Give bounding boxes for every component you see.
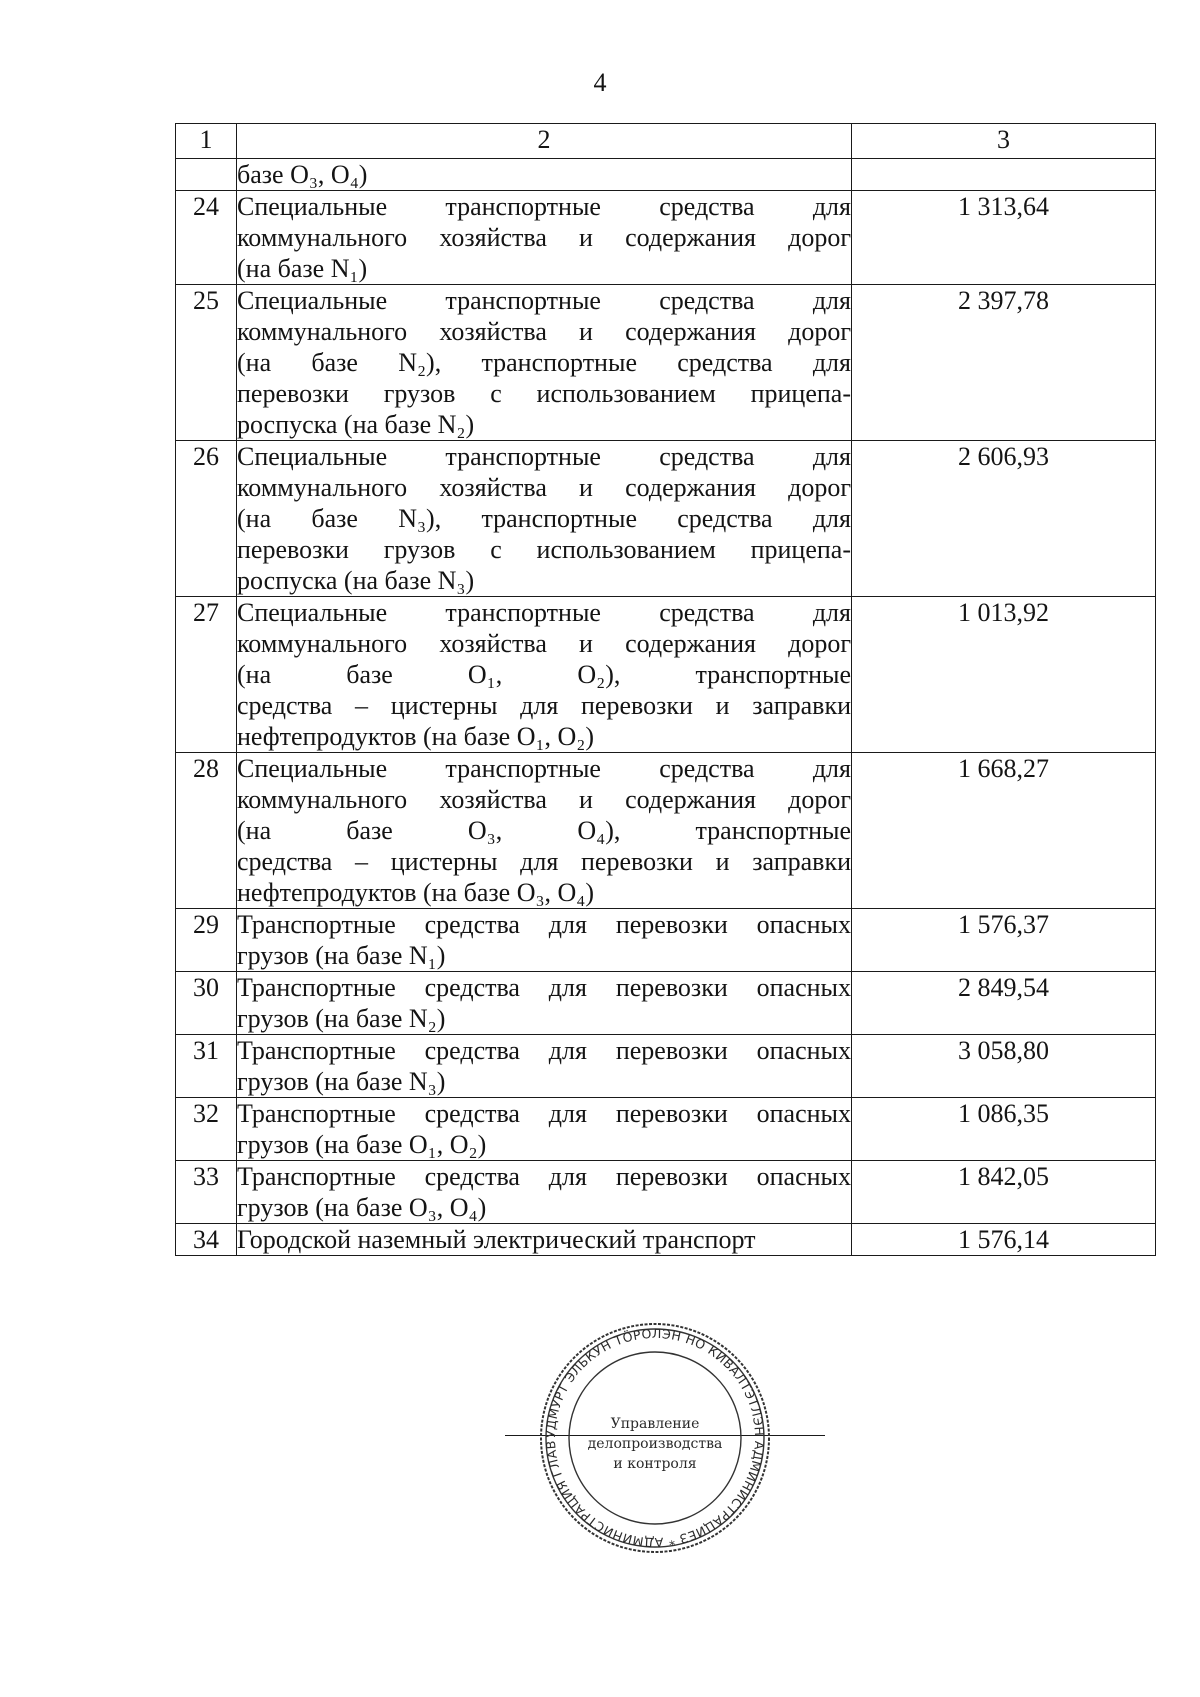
row-number: 24 xyxy=(176,191,237,285)
table-body xyxy=(176,159,1156,1256)
row-description xyxy=(237,753,852,909)
description-line: Транспортные средства для перевозки опасных xyxy=(237,910,851,939)
page-number: 4 xyxy=(593,68,607,97)
row-description xyxy=(237,159,852,191)
row-value: 1 576,37 xyxy=(852,909,1156,972)
table-row xyxy=(176,1161,1156,1224)
table-row xyxy=(176,1035,1156,1098)
description-line: (на базе N₁) xyxy=(237,254,368,283)
row-description xyxy=(237,1035,852,1098)
description-line: нефтепродуктов (на базе O₃, O₄) xyxy=(237,878,595,907)
row-description xyxy=(237,909,852,972)
row-value: 2 606,93 xyxy=(852,441,1156,597)
row-number: 30 xyxy=(176,972,237,1035)
description-line: Специальные транспортные средства для xyxy=(237,442,851,471)
row-number: 25 xyxy=(176,285,237,441)
row-description xyxy=(237,1224,852,1256)
row-description xyxy=(237,191,852,285)
row-number: 33 xyxy=(176,1161,237,1224)
row-value xyxy=(852,159,1156,191)
row-description xyxy=(237,441,852,597)
description-line: Транспортные средства для перевозки опасных xyxy=(237,1162,851,1191)
description-line: коммунального хозяйства и содержания дорог xyxy=(237,785,851,814)
stamp-center-line-3: и контроля xyxy=(613,1456,697,1472)
description-line: грузов (на базе N₂) xyxy=(237,1004,446,1033)
description-line: коммунального хозяйства и содержания дорог xyxy=(237,629,851,658)
row-value: 1 013,92 xyxy=(852,597,1156,753)
stamp-seal xyxy=(535,1318,775,1558)
row-value: 1 842,05 xyxy=(852,1161,1156,1224)
table-row xyxy=(176,909,1156,972)
table-header-row xyxy=(176,124,1156,159)
description-line: (на базе N₃), транспортные средства для xyxy=(237,504,851,533)
table-row xyxy=(176,1098,1156,1161)
description-line: Специальные транспортные средства для xyxy=(237,286,851,315)
row-number: 31 xyxy=(176,1035,237,1098)
row-value: 1 576,14 xyxy=(852,1224,1156,1256)
tariff-table xyxy=(175,123,1156,1256)
row-value: 3 058,80 xyxy=(852,1035,1156,1098)
description-line: (на базе O₃, O₄), транспортные xyxy=(237,816,851,845)
row-value: 2 397,78 xyxy=(852,285,1156,441)
description-line: роспуска (на базе N₃) xyxy=(237,566,475,595)
description-line: перевозки грузов с использованием прицепа- xyxy=(237,535,851,564)
table-row xyxy=(176,972,1156,1035)
description-line: Специальные транспортные средства для xyxy=(237,192,851,221)
description-line: Специальные транспортные средства для xyxy=(237,754,851,783)
table-row xyxy=(176,1224,1156,1256)
column-header-1: 1 xyxy=(176,124,237,159)
row-description xyxy=(237,1098,852,1161)
description-line: нефтепродуктов (на базе O₁, O₂) xyxy=(237,722,595,751)
row-number: 34 xyxy=(176,1224,237,1256)
description-line: роспуска (на базе N₂) xyxy=(237,410,475,439)
stamp-outer-text: УДМУРТ ЭЛЬКУН ТӦРОЛЭН НО КИВАЛТЭТЛЭН АДМИНИСТРАЦИЕЗ * АДМИНИСТРАЦИЯ ГЛАВ xyxy=(542,1325,768,1551)
row-value: 1 313,64 xyxy=(852,191,1156,285)
table-row xyxy=(176,597,1156,753)
row-number xyxy=(176,159,237,191)
official-stamp xyxy=(535,1318,775,1558)
description-line: грузов (на базе O₃, O₄) xyxy=(237,1193,487,1222)
row-description xyxy=(237,285,852,441)
row-number: 26 xyxy=(176,441,237,597)
table-row xyxy=(176,285,1156,441)
table-row xyxy=(176,159,1156,191)
row-description xyxy=(237,972,852,1035)
row-number: 27 xyxy=(176,597,237,753)
description-line: грузов (на базе N₃) xyxy=(237,1067,446,1096)
description-line: перевозки грузов с использованием прицепа- xyxy=(237,379,851,408)
description-line: Транспортные средства для перевозки опасных xyxy=(237,1099,851,1128)
description-line: Транспортные средства для перевозки опасных xyxy=(237,973,851,1002)
description-line: (на базе N₂), транспортные средства для xyxy=(237,348,851,377)
row-number: 28 xyxy=(176,753,237,909)
description-line: Городской наземный электрический транспорт xyxy=(237,1225,756,1254)
description-line: грузов (на базе N₁) xyxy=(237,941,446,970)
description-line: базе O₃, O₄) xyxy=(237,160,368,189)
stamp-center-line-1: Управление xyxy=(610,1416,700,1432)
table-row xyxy=(176,441,1156,597)
row-value: 2 849,54 xyxy=(852,972,1156,1035)
row-value: 1 086,35 xyxy=(852,1098,1156,1161)
description-line: Специальные транспортные средства для xyxy=(237,598,851,627)
description-line: коммунального хозяйства и содержания дорог xyxy=(237,223,851,252)
description-line: (на базе O₁, O₂), транспортные xyxy=(237,660,851,689)
column-header-3: 3 xyxy=(852,124,1156,159)
column-header-2: 2 xyxy=(237,124,852,159)
description-line: грузов (на базе O₁, O₂) xyxy=(237,1130,487,1159)
svg-text:УДМУРТ ЭЛЬКУН ТӦРОЛЭН НО КИВАЛ xyxy=(535,1318,767,1550)
description-line: средства – цистерны для перевозки и заправки xyxy=(237,847,851,876)
table-row xyxy=(176,753,1156,909)
row-number: 32 xyxy=(176,1098,237,1161)
description-line: коммунального хозяйства и содержания дорог xyxy=(237,317,851,346)
row-value: 1 668,27 xyxy=(852,753,1156,909)
description-line: коммунального хозяйства и содержания дорог xyxy=(237,473,851,502)
row-number: 29 xyxy=(176,909,237,972)
row-description xyxy=(237,1161,852,1224)
stamp-center-line-2: делопроизводства xyxy=(587,1436,723,1452)
table-row xyxy=(176,191,1156,285)
row-description xyxy=(237,597,852,753)
description-line: Транспортные средства для перевозки опасных xyxy=(237,1036,851,1065)
description-line: средства – цистерны для перевозки и заправки xyxy=(237,691,851,720)
